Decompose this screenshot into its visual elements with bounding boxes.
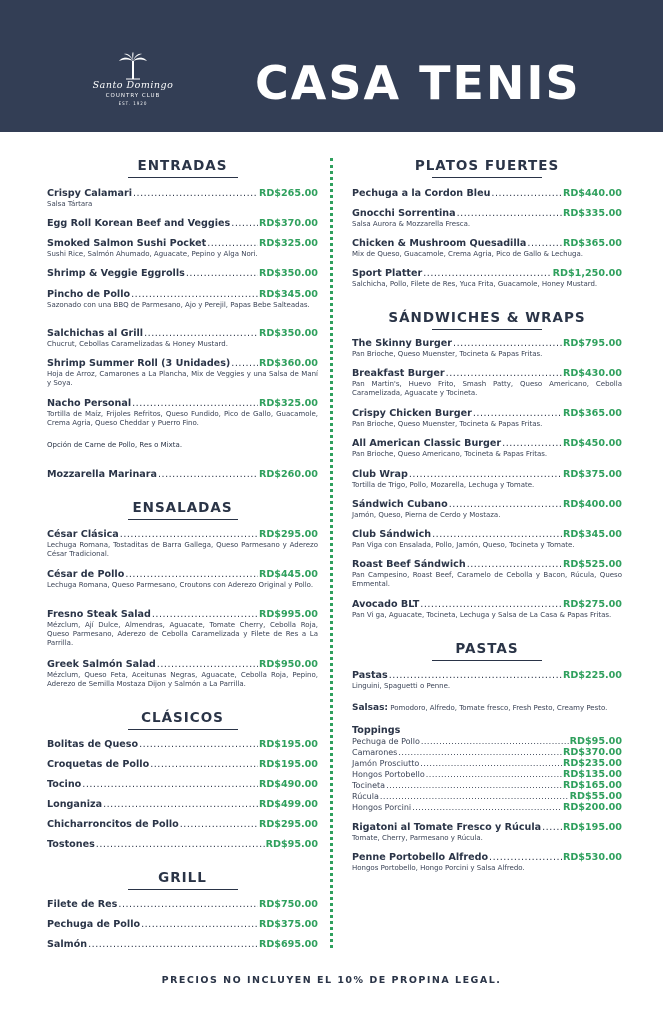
section-title-pastas: PASTAS [352, 641, 622, 661]
item-description: Pan Brioche, Queso Muenster, Tocineta & Papas Fritas. [352, 420, 543, 428]
item-name: Croquetas de Pollo [47, 759, 150, 770]
item-name: Roast Beef Sándwich [352, 559, 466, 570]
topping-row [352, 747, 622, 758]
item-name: César Clásica [47, 529, 119, 540]
item-name: Crispy Calamari [47, 188, 132, 199]
footer-note: PRECIOS NO INCLUYEN EL 10% DE PROPINA LEGAL. [161, 975, 502, 986]
item-description: Pan Brioche, Queso Muenster, Tocineta & Papas Fritas. [352, 350, 543, 358]
item-price: RD$360.00 [258, 358, 318, 369]
item-price: RD$275.00 [562, 599, 622, 610]
menu-item [47, 569, 318, 590]
item-description: Lechuga Romana, Tostaditas de Barra Gallega, Queso Parmesano y Aderezo César Tradicional. [47, 541, 318, 558]
menu-item [47, 218, 318, 229]
item-name: Egg Roll Korean Beef and Veggies [47, 218, 231, 229]
menu-item [47, 919, 318, 930]
item-description: Linguini, Spaguetti o Penne. [352, 682, 451, 690]
menu-item [352, 469, 622, 490]
item-description: Chucrut, Cebollas Caramelizadas & Honey Mustard. [47, 340, 228, 348]
item-price: RD$450.00 [562, 438, 622, 449]
section-title-entradas: ENTRADAS [47, 158, 318, 178]
item-description: Sushi Rice, Salmón Ahumado, Aguacate, Pepino y Alga Nori. [47, 250, 258, 258]
menu-item [47, 939, 318, 950]
item-description: Tortilla de Trigo, Pollo, Mozarella, Lechuga y Tomate. [352, 481, 535, 489]
item-name: Chicken & Mushroom Quesadilla [352, 238, 527, 249]
menu-item [352, 268, 622, 289]
item-price: RD$260.00 [258, 469, 318, 480]
item-price: RD$375.00 [562, 469, 622, 480]
menu-item [352, 559, 622, 589]
logo-subtitle: COUNTRY CLUB [105, 93, 161, 99]
item-name: César de Pollo [47, 569, 125, 580]
item-name: Tocino [47, 779, 82, 790]
item-description: Lechuga Romana, Queso Parmesano, Croutons con Aderezo Original y Pollo. [47, 581, 314, 589]
menu-item [352, 670, 622, 691]
menu-item [352, 438, 622, 459]
topping-price: RD$135.00 [562, 769, 622, 780]
menu-item [352, 368, 622, 398]
menu-item [47, 609, 318, 648]
item-description: Pan Martin's, Huevo Frito, Smash Patty, Queso Americano, Cebolla Caramelizada, Aguacate y Tocineta. [352, 380, 622, 397]
item-description: Hoja de Arroz, Camarones a La Plancha, Mix de Veggies y una Salsa de Maní y Soya. [47, 370, 318, 387]
item-price: RD$530.00 [562, 852, 622, 863]
salsas-line [352, 703, 622, 713]
item-name: Shrimp & Veggie Eggrolls [47, 268, 185, 279]
topping-name: Pechuga de Pollo [352, 737, 420, 746]
menu-item [47, 839, 318, 850]
menu-item [352, 208, 622, 229]
item-description: Salchicha, Pollo, Filete de Res, Yuca Frita, Guacamole, Honey Mustard. [352, 280, 598, 288]
menu-item [47, 268, 318, 279]
item-price: RD$440.00 [562, 188, 622, 199]
menu-item [352, 529, 622, 550]
item-price: RD$265.00 [258, 188, 318, 199]
item-price: RD$499.00 [258, 799, 318, 810]
topping-name: Hongos Porcini [352, 803, 412, 812]
menu-item [352, 408, 622, 429]
item-description: Jamón, Queso, Pierna de Cerdo y Mostaza. [352, 511, 501, 519]
logo-established: EST. 1920 [118, 101, 148, 106]
toppings-title: Toppings [352, 725, 401, 736]
topping-row [352, 758, 622, 769]
item-name: Nacho Personal [47, 398, 132, 409]
menu-item [47, 328, 318, 349]
column-divider [330, 158, 333, 948]
item-description: Pan Viga con Ensalada, Pollo, Jamón, Queso, Tocineta y Tomate. [352, 541, 575, 549]
topping-name: Rúcula [352, 792, 379, 801]
menu-item [47, 799, 318, 810]
topping-row [352, 802, 622, 813]
item-price: RD$795.00 [562, 338, 622, 349]
topping-price: RD$165.00 [562, 780, 622, 791]
topping-price: RD$370.00 [562, 747, 622, 758]
salsas-options: Pomodoro, Alfredo, Tomate fresco, Fresh Pesto, Creamy Pesto. [388, 704, 608, 712]
menu-item [47, 398, 318, 428]
item-description: Salsa Aurora & Mozzarella Fresca. [352, 220, 471, 228]
item-name: Rigatoni al Tomate Fresco y Rúcula [352, 822, 542, 833]
item-price: RD$695.00 [258, 939, 318, 950]
item-name: Smoked Salmon Sushi Pocket [47, 238, 207, 249]
item-name: Salchichas al Grill [47, 328, 144, 339]
item-name: Salmón [47, 939, 88, 950]
item-description: Sazonado con una BBQ de Parmesano, Ajo y Perejil, Papas Bebe Salteadas. [47, 301, 310, 309]
item-description: Pan Campesino, Roast Beef, Caramelo de Cebolla y Bacon, Rúcula, Queso Emmental. [352, 571, 622, 588]
item-price: RD$365.00 [562, 238, 622, 249]
menu-item [352, 338, 622, 359]
item-price: RD$345.00 [562, 529, 622, 540]
item-description: Mézclum, Ají Dulce, Almendras, Aguacate, Tomate Cherry, Cebolla Roja, Queso Parmesano, Aderezo de Cebolla Caramelizada y Filete de Res a La Parrilla. [47, 621, 318, 647]
item-price: RD$350.00 [258, 328, 318, 339]
item-name: Gnocchi Sorrentina [352, 208, 456, 219]
item-price: RD$350.00 [258, 268, 318, 279]
item-name: Sport Platter [352, 268, 423, 279]
topping-row [352, 780, 622, 791]
menu-item [352, 852, 622, 873]
section-title-platos-fuertes: PLATOS FUERTES [352, 158, 622, 178]
topping-price: RD$95.00 [569, 736, 622, 747]
item-price: RD$1,250.00 [552, 268, 622, 279]
menu-item [47, 469, 318, 480]
header-banner [0, 0, 663, 132]
item-name: Fresno Steak Salad [47, 609, 151, 620]
item-price: RD$325.00 [258, 238, 318, 249]
item-price: RD$490.00 [258, 779, 318, 790]
item-description: Mix de Queso, Guacamole, Crema Agria, Pico de Gallo & Lechuga. [352, 250, 583, 258]
item-name: Avocado BLT [352, 599, 420, 610]
item-description: Pan Brioche, Queso Americano, Tocineta & Papas Fritas. [352, 450, 548, 458]
item-name: Pincho de Pollo [47, 289, 131, 300]
palm-tree-icon [116, 52, 150, 80]
menu-item [47, 358, 318, 388]
menu-item [47, 759, 318, 770]
logo-script: Santo Domingo [92, 80, 174, 91]
item-name: Filete de Res [47, 899, 118, 910]
item-price: RD$335.00 [562, 208, 622, 219]
item-name: Longaniza [47, 799, 103, 810]
item-name: Sándwich Cubano [352, 499, 448, 510]
menu-item [47, 529, 318, 559]
item-name: Shrimp Summer Roll (3 Unidades) [47, 358, 231, 369]
menu-item [47, 899, 318, 910]
topping-row [352, 791, 622, 802]
section-title-sandwiches: SÁNDWICHES & WRAPS [352, 310, 622, 330]
menu-item [352, 188, 622, 199]
item-price: RD$995.00 [258, 609, 318, 620]
item-price: RD$445.00 [258, 569, 318, 580]
menu-item [352, 599, 622, 620]
item-price: RD$195.00 [258, 739, 318, 750]
item-price: RD$400.00 [562, 499, 622, 510]
topping-name: Camarones [352, 748, 398, 757]
item-price: RD$370.00 [258, 218, 318, 229]
menu-item [47, 659, 318, 689]
menu-item [47, 819, 318, 830]
item-name: The Skinny Burger [352, 338, 453, 349]
item-name: Tostones [47, 839, 95, 850]
menu-item [352, 499, 622, 520]
page-title: CASA TENIS [255, 56, 581, 110]
item-name: Mozzarella Marinara [47, 469, 157, 480]
item-name: Penne Portobello Alfredo [352, 852, 489, 863]
topping-row [352, 736, 622, 747]
menu-item [47, 739, 318, 750]
item-description: Tortilla de Maíz, Frijoles Refritos, Queso Fundido, Pico de Gallo, Guacamole, Crema Agria, Queso Cheddar y Puerro Fino. [47, 410, 318, 427]
item-name: Greek Salmón Salad [47, 659, 156, 670]
item-name: Pastas [352, 670, 388, 681]
section-title-ensaladas: ENSALADAS [47, 500, 318, 520]
item-name: Chicharroncitos de Pollo [47, 819, 179, 830]
item-price: RD$950.00 [258, 659, 318, 670]
item-price: RD$325.00 [258, 398, 318, 409]
item-name: Crispy Chicken Burger [352, 408, 472, 419]
item-name: Pechuga a la Cordon Bleu [352, 188, 491, 199]
item-price: RD$295.00 [258, 819, 318, 830]
item-name: Club Sándwich [352, 529, 432, 540]
section-title-grill: GRILL [47, 870, 318, 890]
item-price: RD$750.00 [258, 899, 318, 910]
item-price: RD$295.00 [258, 529, 318, 540]
item-name: Bolitas de Queso [47, 739, 139, 750]
item-name: Breakfast Burger [352, 368, 445, 379]
menu-item [47, 289, 318, 310]
item-price: RD$95.00 [265, 839, 318, 850]
entradas-note: Opción de Carne de Pollo, Res o Mixta. [47, 441, 183, 449]
item-description: Pan Vi ga, Aguacate, Tocineta, Lechuga y Salsa de La Casa & Papas Fritas. [352, 611, 612, 619]
item-price: RD$195.00 [562, 822, 622, 833]
club-logo [78, 52, 188, 122]
item-description: Mézclum, Queso Feta, Aceitunas Negras, Aguacate, Cebolla Roja, Pepino, Aderezo de Semilla Mostaza Dijon y Salmón a La Parrilla. [47, 671, 318, 688]
item-price: RD$430.00 [562, 368, 622, 379]
menu-item [352, 822, 622, 843]
item-price: RD$365.00 [562, 408, 622, 419]
item-description: Tomate, Cherry, Parmesano y Rúcula. [352, 834, 483, 842]
menu-item [47, 779, 318, 790]
item-name: Club Wrap [352, 469, 408, 480]
item-price: RD$345.00 [258, 289, 318, 300]
item-description: Hongos Portobello, Hongo Porcini y Salsa Alfredo. [352, 864, 525, 872]
topping-row [352, 769, 622, 780]
topping-price: RD$235.00 [562, 758, 622, 769]
item-name: All American Classic Burger [352, 438, 502, 449]
topping-name: Tocineta [352, 781, 386, 790]
topping-price: RD$55.00 [569, 791, 622, 802]
topping-name: Hongos Portobello [352, 770, 425, 779]
menu-item [47, 188, 318, 209]
item-price: RD$525.00 [562, 559, 622, 570]
menu-item [47, 238, 318, 259]
menu-item [352, 238, 622, 259]
topping-name: Jamón Prosciutto [352, 759, 420, 768]
item-price: RD$195.00 [258, 759, 318, 770]
salsas-label: Salsas: [352, 703, 389, 713]
item-description: Salsa Tártara [47, 200, 93, 208]
section-title-clasicos: CLÁSICOS [47, 710, 318, 730]
item-price: RD$225.00 [562, 670, 622, 681]
item-price: RD$375.00 [258, 919, 318, 930]
item-name: Pechuga de Pollo [47, 919, 141, 930]
topping-price: RD$200.00 [562, 802, 622, 813]
